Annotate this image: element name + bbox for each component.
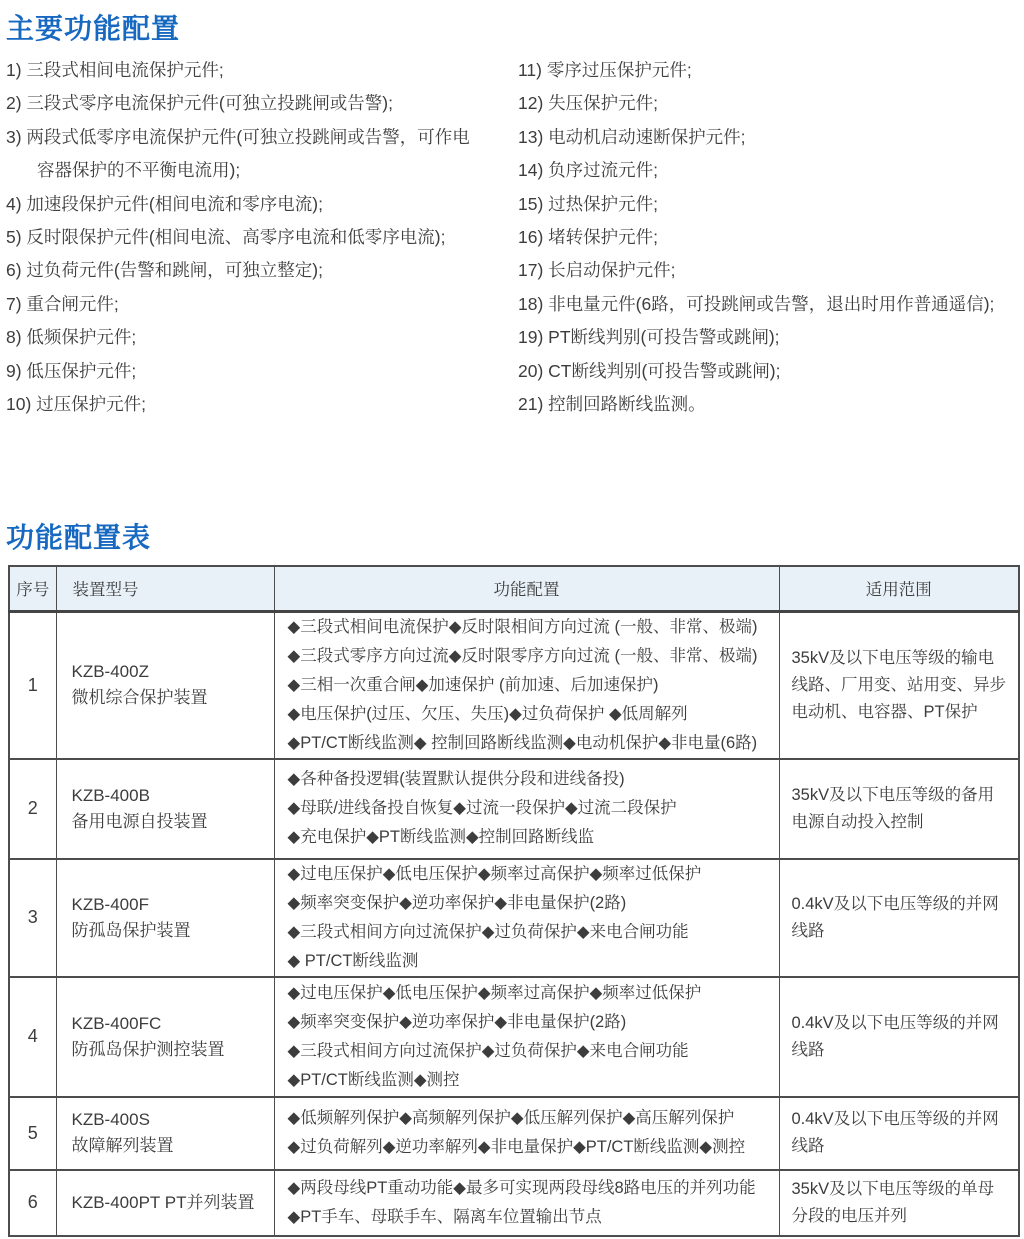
feature-line: ◆PT/CT断线监测◆测控 [287, 1070, 460, 1089]
feature-line: ◆ PT/CT断线监测 [287, 951, 419, 970]
feature-line: ◆三段式零序方向过流◆反时限零序方向过流 (一般、非常、极端) [287, 646, 758, 665]
table-row [9, 1097, 1019, 1170]
feature-line: ◆频率突变保护◆逆功率保护◆非电量保护(2路) [287, 893, 627, 912]
list-item: 2) 三段式零序电流保护元件(可独立投跳闸或告警); [6, 93, 393, 114]
list-item: 20) CT断线判别(可投告警或跳闸); [518, 360, 781, 381]
row-features [274, 1097, 779, 1170]
row-seq: 2 [9, 759, 56, 859]
feature-line: ◆三相一次重合闸◆加速保护 (前加速、后加速保护) [287, 675, 659, 694]
list-item: 16) 堵转保护元件; [518, 227, 659, 248]
row-scope: 35kV及以下电压等级的输电线路、厂用变、站用变、异步电动机、电容器、PT保护 [779, 611, 1019, 759]
list-item: 9) 低压保护元件; [6, 360, 137, 381]
model-code: KZB-400S [71, 1110, 150, 1129]
header-scope: 适用范围 [779, 566, 1019, 611]
feature-line: ◆各种备投逻辑(装置默认提供分段和进线备投) [287, 770, 625, 788]
row-model [56, 611, 274, 759]
function-config-table [8, 565, 1020, 1237]
list-item: 8) 低频保护元件; [6, 327, 137, 348]
row-model [56, 759, 274, 859]
row-scope: 35kV及以下电压等级的备用电源自动投入控制 [779, 759, 1019, 859]
row-scope: 0.4kV及以下电压等级的并网线路 [779, 977, 1019, 1097]
header-features: 功能配置 [274, 566, 779, 611]
model-name: 微机综合保护装置 [71, 688, 208, 707]
table-row [9, 1170, 1019, 1236]
list-item: 10) 过压保护元件; [6, 394, 147, 415]
feature-line: ◆过电压保护◆低电压保护◆频率过高保护◆频率过低保护 [287, 983, 702, 1002]
list-item: 12) 失压保护元件; [518, 93, 659, 114]
list-item: 21) 控制回路断线监测。 [518, 394, 706, 415]
row-seq: 1 [9, 611, 56, 759]
list-item: 5) 反时限保护元件(相间电流、高零序电流和低零序电流); [6, 227, 446, 248]
table-row [9, 759, 1019, 859]
table-row [9, 977, 1019, 1097]
feature-line: ◆两段母线PT重动功能◆最多可实现两段母线8路电压的并列功能 [287, 1178, 756, 1197]
model-name: 防孤岛保护装置 [71, 920, 191, 940]
model-code: KZB-400F [71, 894, 149, 914]
row-features [274, 611, 779, 759]
model-code: KZB-400B [71, 785, 150, 805]
model-code: KZB-400PT PT并列装置 [71, 1192, 255, 1212]
list-item: 1) 三段式相间电流保护元件; [6, 60, 224, 80]
feature-line: ◆电压保护(过压、欠压、失压)◆过负荷保护 ◆低周解列 [287, 704, 688, 723]
model-name: 防孤岛保护测控装置 [71, 1039, 225, 1059]
row-seq: 4 [9, 977, 56, 1097]
row-seq: 6 [9, 1170, 56, 1236]
model-name: 备用电源自投装置 [71, 811, 208, 831]
list-item: 6) 过负荷元件(告警和跳闸，可独立整定); [6, 260, 323, 281]
feature-line: ◆母联/进线备投自恢复◆过流一段保护◆过流二段保护 [287, 799, 677, 817]
section-title-main-functions: 主要功能配置 [6, 13, 181, 44]
feature-line: ◆三段式相间电流保护◆反时限相间方向过流 (一般、非常、极端) [287, 617, 758, 636]
table-row [9, 859, 1019, 977]
function-list-left-column [6, 54, 518, 421]
feature-line: ◆三段式相间方向过流保护◆过负荷保护◆来电合闸功能 [287, 1041, 689, 1060]
function-list-right-column [518, 54, 1020, 421]
row-model [56, 1097, 274, 1170]
list-item: 4) 加速段保护元件(相间电流和零序电流); [6, 193, 323, 214]
feature-line: ◆三段式相间方向过流保护◆过负荷保护◆来电合闸功能 [287, 922, 689, 941]
list-item: 11) 零序过压保护元件; [518, 60, 692, 80]
row-features [274, 759, 779, 859]
list-item: 13) 电动机启动速断保护元件; [518, 126, 746, 147]
list-item: 18) 非电量元件(6路，可投跳闸或告警，退出时用作普通遥信); [518, 293, 995, 314]
list-item-continuation: 容器保护的不平衡电流用); [37, 160, 241, 181]
feature-line: ◆过负荷解列◆逆功率解列◆非电量保护◆PT/CT断线监测◆测控 [287, 1138, 746, 1156]
row-model [56, 977, 274, 1097]
row-scope: 0.4kV及以下电压等级的并网线路 [779, 859, 1019, 977]
list-item: 3) 两段式低零序电流保护元件(可独立投跳闸或告警，可作电 [6, 126, 470, 147]
table-row [9, 611, 1019, 759]
feature-line: ◆过电压保护◆低电压保护◆频率过高保护◆频率过低保护 [287, 864, 702, 883]
feature-line: ◆PT手车、母联手车、隔离车位置输出节点 [287, 1207, 602, 1226]
row-seq: 5 [9, 1097, 56, 1170]
feature-line: ◆低频解列保护◆高频解列保护◆低压解列保护◆高压解列保护 [287, 1109, 735, 1127]
row-features [274, 977, 779, 1097]
list-item: 17) 长启动保护元件; [518, 260, 676, 281]
table-header-row [9, 566, 1019, 611]
main-function-list [6, 54, 1020, 421]
list-item: 15) 过热保护元件; [518, 193, 659, 214]
section-title-config-table: 功能配置表 [6, 522, 152, 553]
model-code: KZB-400FC [71, 1013, 162, 1033]
feature-line: ◆PT/CT断线监测◆ 控制回路断线监测◆电动机保护◆非电量(6路) [287, 733, 758, 752]
model-code: KZB-400Z [71, 662, 149, 681]
feature-line: ◆充电保护◆PT断线监测◆控制回路断线监 [287, 828, 595, 846]
header-seq: 序号 [9, 566, 56, 611]
row-model [56, 859, 274, 977]
row-features [274, 859, 779, 977]
feature-line: ◆频率突变保护◆逆功率保护◆非电量保护(2路) [287, 1012, 627, 1031]
list-item: 7) 重合闸元件; [6, 293, 119, 314]
row-scope: 35kV及以下电压等级的单母分段的电压并列 [779, 1170, 1019, 1236]
model-name: 故障解列装置 [71, 1136, 174, 1155]
row-model [56, 1170, 274, 1236]
list-item: 19) PT断线判别(可投告警或跳闸); [518, 327, 780, 348]
list-item: 14) 负序过流元件; [518, 160, 659, 181]
header-model: 装置型号 [56, 566, 274, 611]
row-scope: 0.4kV及以下电压等级的并网线路 [779, 1097, 1019, 1170]
row-seq: 3 [9, 859, 56, 977]
row-features [274, 1170, 779, 1236]
